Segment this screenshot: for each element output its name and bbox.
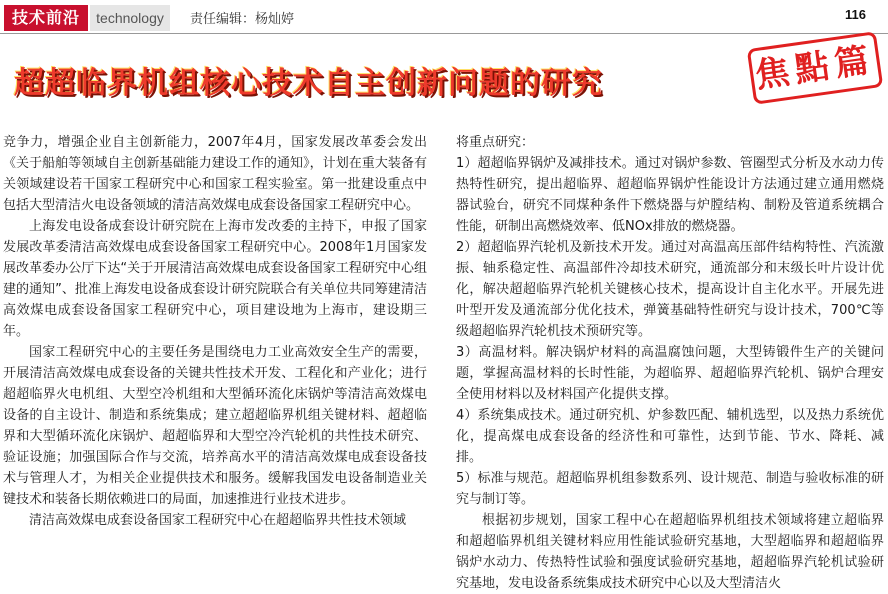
list-item: 5）标准与规范。超超临界机组参数系列、设计规范、制造与验收标准的研究与制订等。 — [456, 471, 884, 507]
paragraph: 将重点研究： — [456, 135, 535, 150]
feature-stamp: 焦點篇 — [747, 31, 884, 105]
paragraph: 竞争力，增强企业自主创新能力，2007年4月，国家发展改革委会发出《关于船舶等领域自主创新基础能力建设工作的通知》，计划在重大装备有关领域建设若干国家工程研究中心和国家工程实验室。第一批建设重点中包括大型清洁火电设备领域的清洁高效煤电成套设备国家工程研究中心。 — [3, 135, 427, 213]
header-divider — [0, 33, 888, 34]
list-item: 4）系统集成技术。通过研究机、炉参数匹配、辅机选型，以及热力系统优化，提高煤电成套设备的经济性和可靠性，达到节能、节水、降耗、减排。 — [456, 408, 884, 465]
left-column — [3, 132, 427, 531]
editor-credit: 责任编辑：杨灿婷 — [190, 12, 295, 27]
paragraph: 国家工程研究中心的主要任务是围绕电力工业高效安全生产的需要，开展清洁高效煤电成套设备的关键共性技术开发、工程化和产业化；进行超超临界火电机组、大型空冷机组和大型循环流化床锅炉等清洁高效煤电设备的自主设计、制造和系统集成；建立超超临界机组关键材料、超超临界和大型循环流化床锅炉、超超临界和大型空冷汽轮机的共性技术研究、验证设施；加强国际合作与交流，培养高水平的清洁高效煤电成套设备技术与管理人才，为相关企业提供技术和服务。缓解我国发电设备制造业关键技术和装备长期依赖进口的局面，加速推进行业技术进步。 — [3, 345, 427, 507]
list-item: 1）超超临界锅炉及减排技术。通过对锅炉参数、管圈型式分析及水动力传热特性研究，提出超临界、超超临界锅炉性能设计方法通过建立通用燃烧器试验台，研究不同煤种条件下燃烧器与炉膛结构、制粉及管道系统耦合性能，研制出高燃烧效率、低NOx排放的燃烧器。 — [456, 156, 884, 234]
section-tag: 技术前沿 — [4, 5, 88, 31]
article-title: 超超临界机组核心技术自主创新问题的研究 — [14, 66, 603, 101]
section-tag-english: technology — [90, 5, 170, 31]
page-number: 116 — [845, 7, 866, 22]
paragraph: 清洁高效煤电成套设备国家工程研究中心在超超临界共性技术领域 — [29, 513, 407, 528]
page-header — [0, 0, 888, 34]
paragraph: 根据初步规划，国家工程中心在超超临界机组技术领域将建立超临界和超超临界机组关键材料应用性能试验研究基地，大型超临界和超超临界锅炉水动力、传热特性试验和强度试验研究基地，超超临界汽轮机试验研究基地，发电设备系统集成技术研究中心以及大型清洁火 — [456, 513, 884, 591]
right-column — [456, 132, 884, 594]
paragraph: 上海发电设备成套设计研究院在上海市发改委的主持下，申报了国家发展改革委清洁高效煤电成套设备国家工程研究中心。2008年1月国家发展改革委办公厅下达“关于开展清洁高效煤电成套设备国家工程研究中心组建的通知”、批准上海发电设备成套设计研究院联合有关单位共同筹建清洁高效煤电成套设备国家工程研究中心，项目建设地为上海市，建设期三年。 — [3, 219, 427, 339]
list-item: 2）超超临界汽轮机及新技术开发。通过对高温高压部件结构特性、汽流激振、轴系稳定性、高温部件冷却技术研究，通流部分和末级长叶片设计优化，解决超超临界汽轮机关键核心技术，提高设计自主化水平。开展先进叶型开发及通流部分优化技术，弹簧基础特性研究与设计技术，700℃等级超超临界汽轮机技术预研究等。 — [456, 240, 884, 339]
list-item: 3）高温材料。解决锅炉材料的高温腐蚀问题，大型铸锻件生产的关键问题，掌握高温材料的长时性能，为超临界、超超临界汽轮机、锅炉合理安全使用材料以及材料国产化提供支撑。 — [456, 345, 884, 402]
